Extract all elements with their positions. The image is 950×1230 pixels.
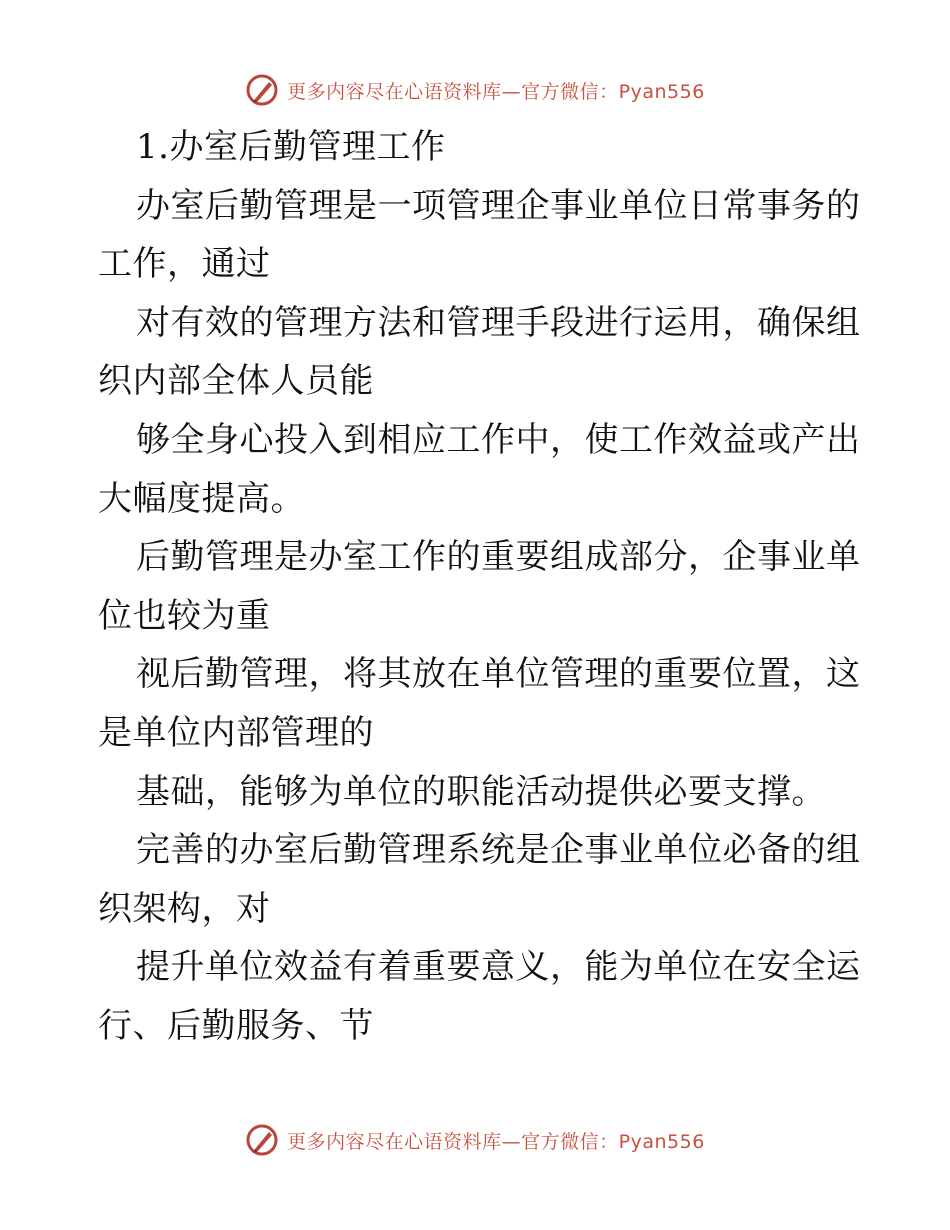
pen-logo-icon [245, 1123, 279, 1157]
text-line: 工作，通过 [98, 244, 271, 285]
text-line: 位也较为重 [98, 595, 271, 636]
text-line: 提升单位效益有着重要意义，能为单位在安全运 [136, 947, 861, 988]
text-line: 后勤管理是办室工作的重要组成部分，企事业单 [136, 537, 861, 578]
text-line: 办室后勤管理是一项管理企事业单位日常事务的 [136, 185, 861, 226]
text-line: 织内部全体人员能 [98, 361, 374, 402]
header-banner [0, 70, 950, 110]
footer-banner [0, 1120, 950, 1160]
text-line: 大幅度提高。 [98, 478, 305, 519]
text-line: 对有效的管理方法和管理手段进行运用，确保组 [136, 302, 861, 343]
text-line: 视后勤管理，将其放在单位管理的重要位置，这 [136, 654, 861, 695]
text-line: 够全身心投入到相应工作中，使工作效益或产出 [136, 419, 861, 460]
document-body [98, 118, 861, 1056]
pen-logo-icon [245, 73, 279, 107]
text-line: 行、后勤服务、节 [98, 1005, 374, 1046]
banner-text: 更多内容尽在心语资料库—官方微信：Pyan556 [287, 80, 705, 103]
text-line: 织架构，对 [98, 888, 271, 929]
section-heading: 1.办室后勤管理工作 [136, 127, 446, 167]
text-line: 完善的办室后勤管理系统是企事业单位必备的组 [136, 830, 861, 871]
text-line: 是单位内部管理的 [98, 712, 374, 753]
text-line: 基础，能够为单位的职能活动提供必要支撑。 [136, 771, 826, 812]
banner-text: 更多内容尽在心语资料库—官方微信：Pyan556 [287, 1130, 705, 1153]
